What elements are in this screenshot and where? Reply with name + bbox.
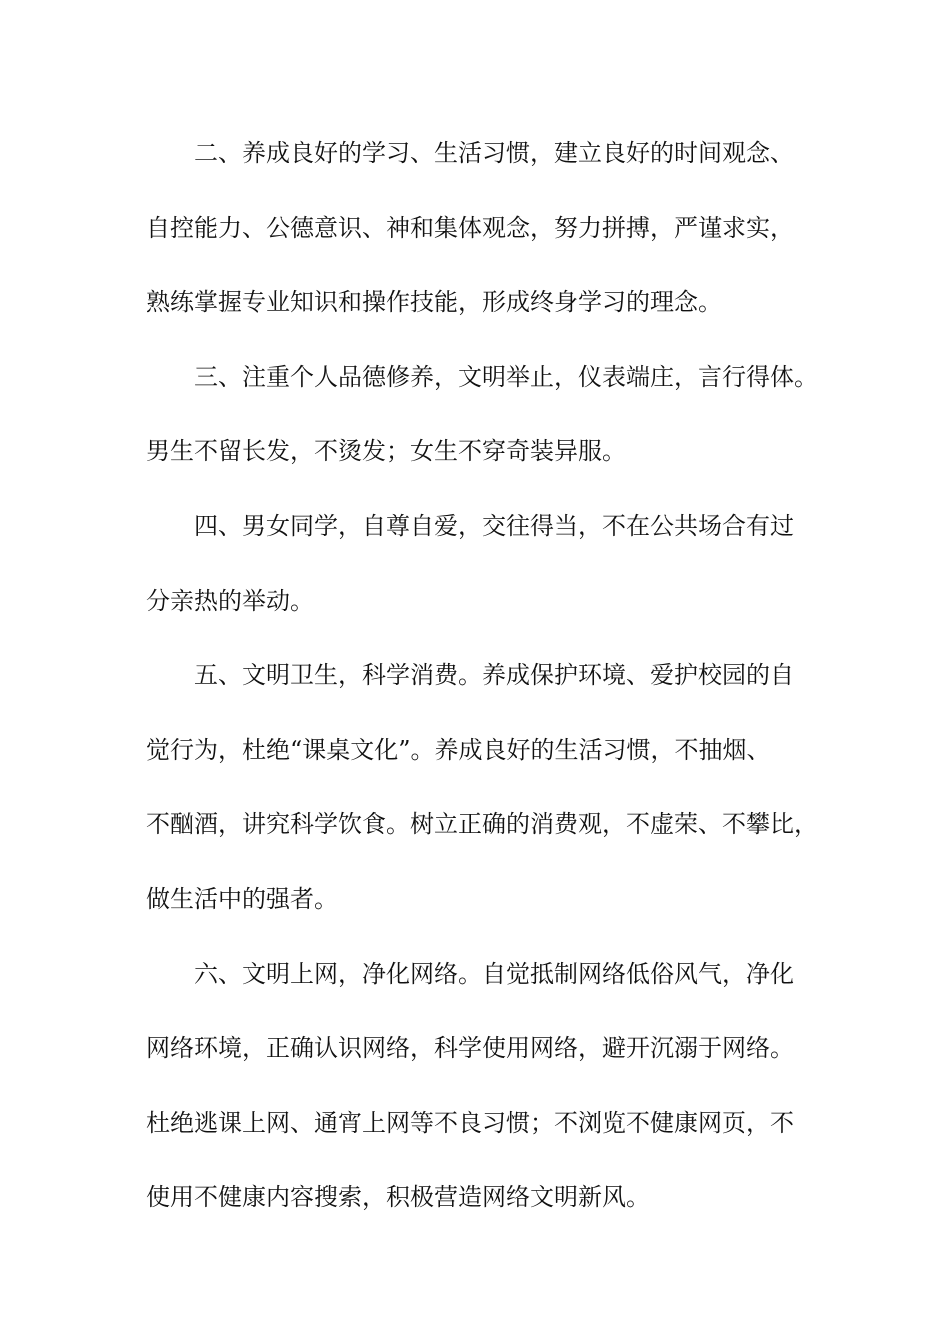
paragraph-2-line-1: 二、养成良好的学习、生活习惯，建立良好的时间观念、 — [194, 139, 794, 167]
paragraph-3-line-2: 男生不留长发，不烫发；女生不穿奇装异服。 — [146, 437, 626, 466]
paragraph-5-line-3: 不酗酒，讲究科学饮食。树立正确的消费观，不虚荣、不攀比， — [146, 810, 818, 839]
paragraph-6-line-1: 六、文明上网，净化网络。自觉抵制网络低俗风气，净化 — [194, 959, 794, 988]
paragraph-2-line-2: 自控能力、公德意识、神和集体观念，努力拼搏，严谨求实， — [146, 213, 794, 242]
paragraph-6-line-3: 杜绝逃课上网、通宵上网等不良习惯；不浏览不健康网页，不 — [146, 1108, 794, 1137]
paragraph-4-line-2: 分亲热的举动。 — [146, 586, 314, 615]
paragraph-6-line-4: 使用不健康内容搜索，积极营造网络文明新风。 — [146, 1183, 650, 1212]
paragraph-6-line-2: 网络环境，正确认识网络，科学使用网络，避开沉溺于网络。 — [146, 1034, 794, 1063]
paragraph-5-line-1: 五、文明卫生，科学消费。养成保护环境、爱护校园的自 — [194, 661, 794, 690]
paragraph-4-line-1: 四、男女同学，自尊自爱，交往得当，不在公共场合有过 — [194, 511, 794, 540]
paragraph-5-line-4: 做生活中的强者。 — [146, 884, 338, 913]
paragraph-2-line-3: 熟练掌握专业知识和操作技能，形成终身学习的理念。 — [146, 288, 722, 317]
paragraph-5-line-2: 觉行为，杜绝“课桌文化”。养成良好的生活习惯，不抽烟、 — [146, 735, 771, 764]
paragraph-3-line-1: 三、注重个人品德修养，文明举止，仪表端庄，言行得体。 — [194, 362, 818, 391]
document-body — [146, 128, 836, 1247]
